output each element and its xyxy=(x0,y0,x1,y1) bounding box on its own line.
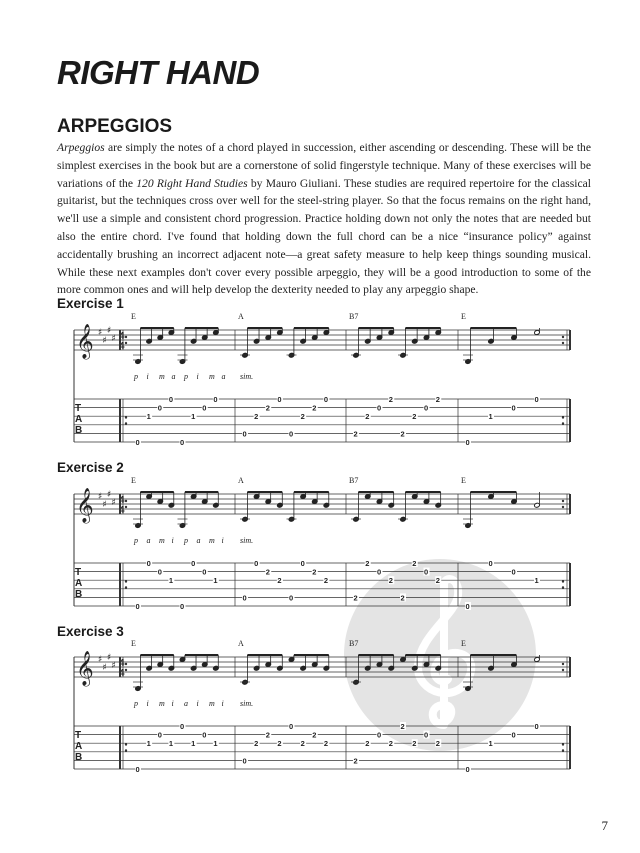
tab-fret-number: 0 xyxy=(289,722,294,731)
fingering-sim: sim. xyxy=(240,536,254,545)
repeat-dot xyxy=(562,586,564,588)
exercise-1-title: Exercise 1 xyxy=(57,296,124,311)
treble-clef-icon: 𝄞 xyxy=(76,324,94,359)
fingering-letter: i xyxy=(146,699,149,708)
tab-fret-number: 0 xyxy=(242,593,247,603)
tab-fret-number: 0 xyxy=(191,559,196,568)
tab-fret-number: 0 xyxy=(511,403,516,413)
chord-symbol: E xyxy=(461,312,466,321)
repeat-dot xyxy=(562,500,564,502)
fingering-letter: i xyxy=(171,699,174,708)
treble-clef-icon: 𝄞 xyxy=(76,488,94,523)
tab-fret-number: 2 xyxy=(388,395,393,404)
fingering-letter: a xyxy=(184,699,188,708)
tab-fret-number: 0 xyxy=(377,567,382,577)
repeat-dot xyxy=(125,586,127,588)
tab-fret-number: 0 xyxy=(157,730,162,740)
fingering-letter: m xyxy=(159,372,165,381)
time-signature-bottom: 4 xyxy=(119,668,125,679)
tab-fret-number: 0 xyxy=(242,756,247,766)
section-title: ARPEGGIOS xyxy=(57,116,173,137)
tab-fret-number: 2 xyxy=(265,403,270,413)
tab-fret-number: 2 xyxy=(400,722,405,731)
chord-symbol: A xyxy=(238,312,244,321)
chord-symbol: E xyxy=(461,639,466,648)
treble-clef-icon: 𝄞 xyxy=(76,651,94,686)
fingering-letter: p xyxy=(134,536,138,545)
fingering-letter: i xyxy=(196,372,199,381)
tab-fret-number: 0 xyxy=(277,395,282,404)
tab-fret-number: 2 xyxy=(312,567,317,577)
tab-fret-number: 2 xyxy=(265,567,270,577)
tab-fret-number: 0 xyxy=(465,765,470,774)
sharp-icon: ♯ xyxy=(107,326,112,336)
tab-fret-number: 2 xyxy=(323,739,329,749)
tab-fret-number: 0 xyxy=(465,438,470,447)
fingering-letter: i xyxy=(196,699,199,708)
tab-fret-number: 2 xyxy=(400,429,405,439)
sharp-icon: ♯ xyxy=(107,490,112,500)
fingering-letter: m xyxy=(209,536,215,545)
chord-symbol: A xyxy=(238,639,244,648)
tab-fret-number: 2 xyxy=(435,576,440,586)
fingering-letter: p xyxy=(184,372,188,381)
tab-fret-number: 0 xyxy=(300,559,305,568)
chord-symbol: B7 xyxy=(349,639,359,648)
chapter-title: RIGHT HAND xyxy=(57,54,260,91)
repeat-dot xyxy=(125,669,127,671)
repeat-dot xyxy=(562,422,564,424)
fingering-letter: i xyxy=(171,536,174,545)
chord-symbol: E xyxy=(131,639,136,648)
tab-fret-number: 1 xyxy=(534,576,539,586)
tab-clef-letter: B xyxy=(75,589,83,600)
tab-fret-number: 2 xyxy=(365,412,370,422)
fingering-letter: i xyxy=(221,536,224,545)
tab-fret-number: 0 xyxy=(289,593,294,603)
chord-symbol: E xyxy=(131,312,136,321)
sharp-icon: ♯ xyxy=(111,498,116,508)
repeat-dot xyxy=(562,580,564,582)
tab-fret-number: 0 xyxy=(534,722,539,731)
chord-symbol: B7 xyxy=(349,476,359,485)
tab-clef-letter: B xyxy=(75,752,83,763)
repeat-dot xyxy=(125,342,127,344)
tab-fret-number: 2 xyxy=(365,559,370,568)
tab-fret-number: 1 xyxy=(168,739,174,749)
fingering-letter: m xyxy=(159,699,165,708)
repeat-dot xyxy=(562,342,564,344)
tab-fret-number: 0 xyxy=(202,730,207,740)
tab-fret-number: 2 xyxy=(435,395,440,404)
tab-clef-letter: A xyxy=(75,578,83,589)
fingering-letter: m xyxy=(209,372,215,381)
tab-fret-number: 0 xyxy=(146,559,151,568)
sharp-icon: ♯ xyxy=(102,500,107,510)
fingering-sim: sim. xyxy=(240,372,254,381)
fingering-letter: a xyxy=(146,536,151,545)
tab-fret-number: 2 xyxy=(353,593,358,603)
tab-fret-number: 2 xyxy=(254,739,259,749)
repeat-dot xyxy=(125,743,127,745)
repeat-dot xyxy=(125,422,127,424)
tab-fret-number: 1 xyxy=(168,576,174,586)
tab-fret-number: 2 xyxy=(277,576,282,586)
repeat-dot xyxy=(125,749,127,751)
intro-text-part1: are simply the notes of a chord played in succession, either ascending or descending. These will be the simplest exercises in the book but are a cornerstone of solid fingerstyle technique. Many of these exercises will be variations of the xyxy=(57,141,591,190)
fingering-letter: i xyxy=(221,699,224,708)
repeat-dot xyxy=(125,506,127,508)
tab-fret-number: 2 xyxy=(400,593,405,603)
tab-clef-letter: T xyxy=(75,403,82,414)
tab-clef-letter: T xyxy=(75,567,82,578)
repeat-dot xyxy=(125,336,127,338)
tab-fret-number: 2 xyxy=(265,730,270,740)
tab-fret-number: 2 xyxy=(254,412,259,422)
tab-fret-number: 0 xyxy=(377,403,382,413)
tab-fret-number: 2 xyxy=(412,412,417,422)
sharp-icon: ♯ xyxy=(98,655,103,665)
sharp-icon: ♯ xyxy=(102,336,107,346)
tab-fret-number: 0 xyxy=(289,429,294,439)
tab-fret-number: 0 xyxy=(213,395,218,404)
page-number: 7 xyxy=(601,818,608,833)
tab-clef-letter: B xyxy=(75,425,83,436)
tab-fret-number: 0 xyxy=(377,730,382,740)
time-signature-bottom: 4 xyxy=(119,341,125,352)
tab-fret-number: 0 xyxy=(135,765,140,774)
tab-fret-number: 0 xyxy=(488,559,493,568)
tab-fret-number: 0 xyxy=(157,567,162,577)
tab-fret-number: 0 xyxy=(180,602,185,611)
exercise-2-title: Exercise 2 xyxy=(57,460,124,475)
tab-fret-number: 2 xyxy=(323,576,329,586)
repeat-dot xyxy=(125,416,127,418)
tab-fret-number: 2 xyxy=(435,739,440,749)
tab-fret-number: 2 xyxy=(312,403,317,413)
tab-fret-number: 0 xyxy=(511,730,516,740)
fingering-letter: a xyxy=(171,372,176,381)
tab-fret-number: 0 xyxy=(534,395,539,404)
tab-fret-number: 0 xyxy=(157,403,162,413)
tab-fret-number: 0 xyxy=(202,403,207,413)
fingering-letter: p xyxy=(134,372,138,381)
repeat-dot xyxy=(562,743,564,745)
chord-symbol: B7 xyxy=(349,312,359,321)
chord-symbol: E xyxy=(131,476,136,485)
tab-fret-number: 2 xyxy=(353,756,358,766)
repeat-dot xyxy=(125,500,127,502)
repeat-dot xyxy=(562,506,564,508)
tab-fret-number: 2 xyxy=(277,739,282,749)
fingering-letter: i xyxy=(146,372,149,381)
tab-fret-number: 0 xyxy=(168,395,174,404)
fingering-letter: p xyxy=(134,699,138,708)
tab-clef-letter: A xyxy=(75,414,83,425)
sharp-icon: ♯ xyxy=(111,334,116,344)
tab-fret-number: 1 xyxy=(488,739,493,749)
repeat-dot xyxy=(125,580,127,582)
repeat-dot xyxy=(562,663,564,665)
tab-fret-number: 2 xyxy=(365,739,370,749)
tab-fret-number: 0 xyxy=(242,429,247,439)
tab-fret-number: 2 xyxy=(388,576,393,586)
sharp-icon: ♯ xyxy=(98,492,103,502)
tab-fret-number: 0 xyxy=(180,722,185,731)
sharp-icon: ♯ xyxy=(111,661,116,671)
time-signature-top: 4 xyxy=(119,658,125,669)
tab-fret-number: 0 xyxy=(424,403,429,413)
tab-fret-number: 2 xyxy=(300,412,305,422)
tab-fret-number: 0 xyxy=(254,559,259,568)
tab-fret-number: 0 xyxy=(465,602,470,611)
tab-fret-number: 1 xyxy=(213,739,218,749)
tab-fret-number: 0 xyxy=(424,730,429,740)
fingering-letter: p xyxy=(184,536,188,545)
tab-fret-number: 1 xyxy=(146,739,151,749)
tab-fret-number: 1 xyxy=(191,739,196,749)
exercise-3-title: Exercise 3 xyxy=(57,624,124,639)
repeat-dot xyxy=(562,336,564,338)
fingering-letter: a xyxy=(221,372,226,381)
tab-fret-number: 2 xyxy=(412,739,417,749)
repeat-dot xyxy=(125,663,127,665)
fingering-letter: m xyxy=(159,536,165,545)
tab-fret-number: 2 xyxy=(312,730,317,740)
time-signature-top: 4 xyxy=(119,495,125,506)
fingering-letter: m xyxy=(209,699,215,708)
tab-fret-number: 0 xyxy=(511,567,516,577)
tab-clef-letter: T xyxy=(75,730,82,741)
tab-fret-number: 1 xyxy=(191,412,196,422)
repeat-dot xyxy=(562,749,564,751)
fingering-sim: sim. xyxy=(240,699,254,708)
tab-fret-number: 0 xyxy=(424,567,429,577)
tab-fret-number: 2 xyxy=(388,739,393,749)
tab-fret-number: 0 xyxy=(135,602,140,611)
intro-lead-term: Arpeggios xyxy=(57,141,105,154)
time-signature-bottom: 4 xyxy=(119,505,125,516)
sharp-icon: ♯ xyxy=(107,653,112,663)
tab-clef-letter: A xyxy=(75,741,83,752)
chord-symbol: A xyxy=(238,476,244,485)
tab-fret-number: 2 xyxy=(353,429,358,439)
sharp-icon: ♯ xyxy=(102,663,107,673)
intro-book-title: 120 Right Hand Studies xyxy=(136,176,248,190)
time-signature-top: 4 xyxy=(119,331,125,342)
tab-fret-number: 2 xyxy=(412,559,417,568)
repeat-dot xyxy=(562,416,564,418)
tab-fret-number: 1 xyxy=(488,412,493,422)
tab-fret-number: 0 xyxy=(135,438,140,447)
tab-fret-number: 1 xyxy=(213,576,218,586)
tab-fret-number: 0 xyxy=(323,395,329,404)
tab-fret-number: 2 xyxy=(300,739,305,749)
sharp-icon: ♯ xyxy=(98,328,103,338)
intro-text-part2: by Mauro Giuliani. These studies are required repertoire for the classical guitarist, but the techniques cross over well for the steel-string player. So that the focus remains on the right hand, we'll use a simple and consistent chord progression. Practice holding down not only the notes that are needed but also the entire chord. I've found that holding down the full chord can be a nice “insurance policy” against accidentally brushing an incorrect adjacent note—a great safety measure to help keep things sounding musical. While these next examples don't cover every possible arpeggio, they will be a good introduction to some of the more common ones and will help develop the dexterity needed to play any arpeggio shape. xyxy=(57,176,591,297)
tab-fret-number: 0 xyxy=(202,567,207,577)
repeat-dot xyxy=(562,669,564,671)
tab-fret-number: 0 xyxy=(180,438,185,447)
tab-fret-number: 1 xyxy=(146,412,151,422)
chord-symbol: E xyxy=(461,476,466,485)
fingering-letter: a xyxy=(196,536,201,545)
